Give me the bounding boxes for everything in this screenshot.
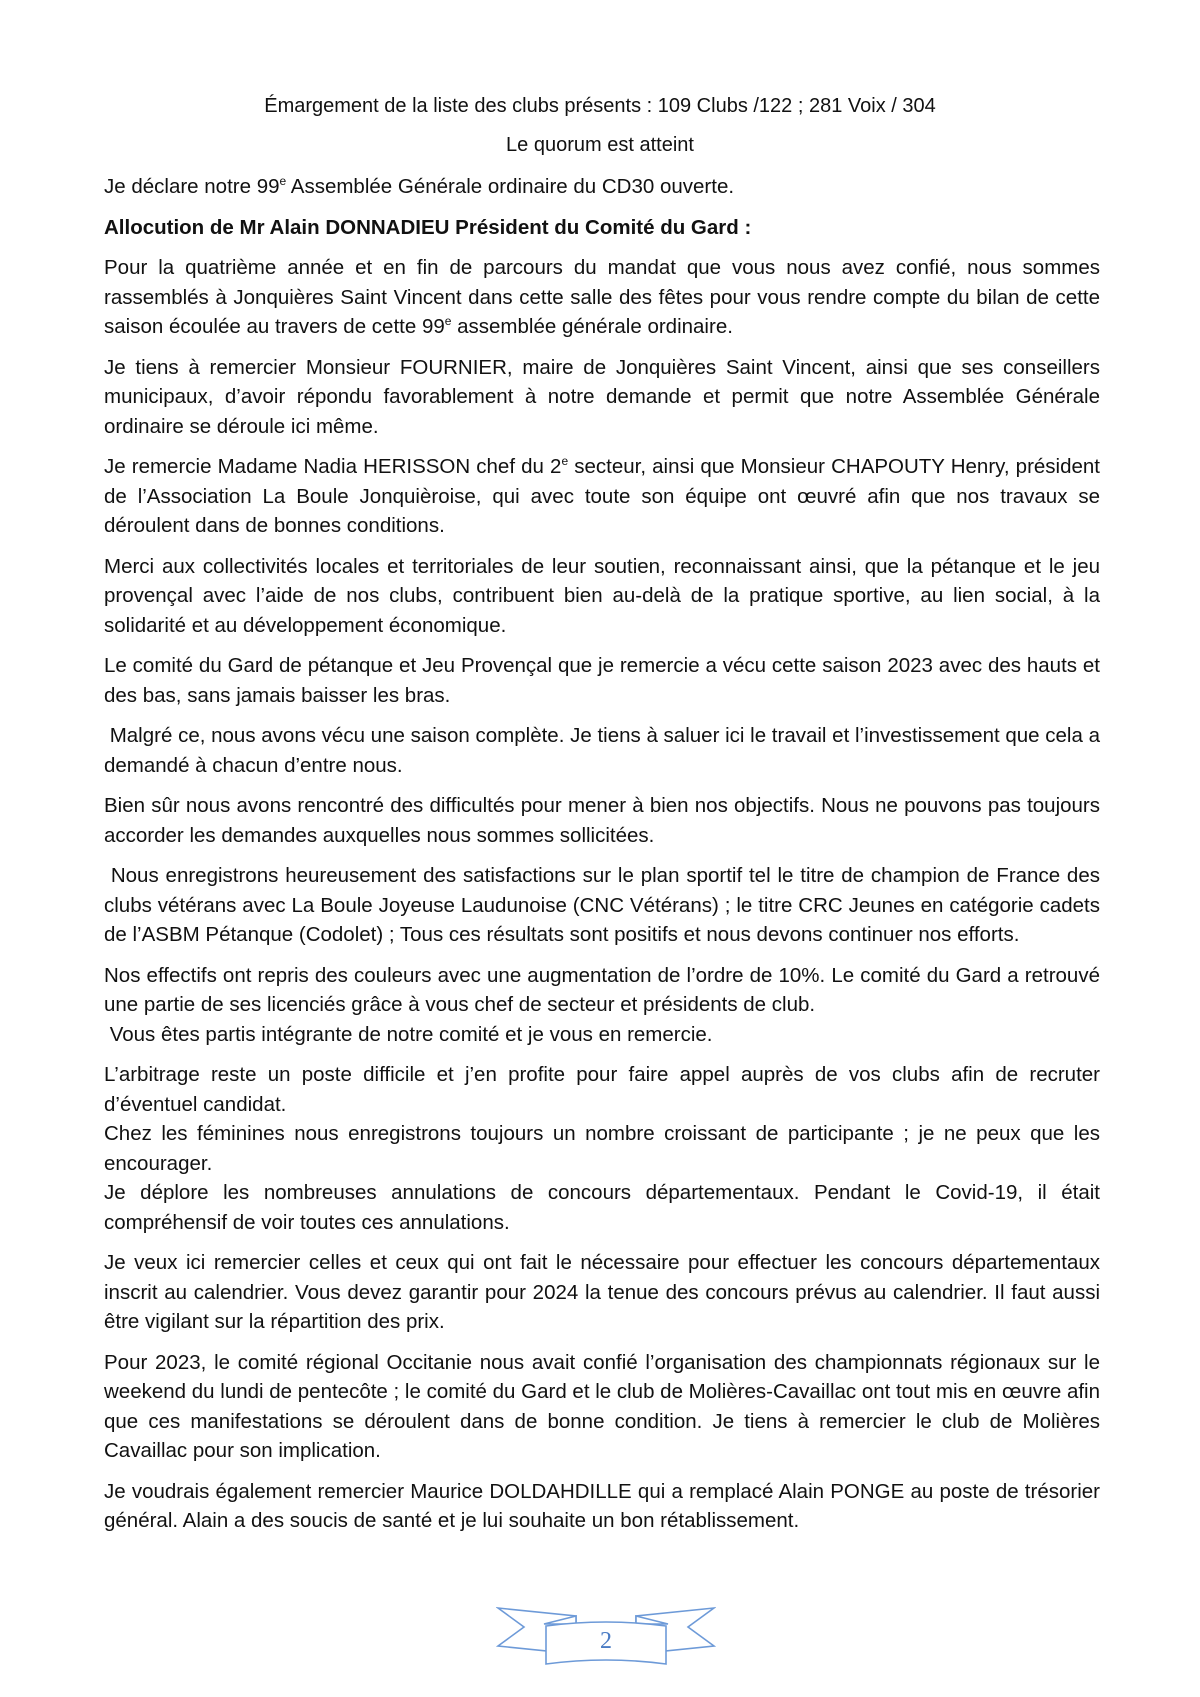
- document-body: [104, 172, 1106, 1547]
- paragraph: Nous enregistrons heureusement des satisfactions sur le plan sportif tel le titre de champion de France des clubs vétérans avec La Boule Joyeuse Laudunoise (CNC Vétérans) ; le titre CRC Jeunes en catégorie cadets de l’ASBM Pétanque (Codolet) ; Tous ces résultats sont positifs et nous devons continuer nos efforts.: [104, 864, 1106, 946]
- paragraph: Pour la quatrième année et en fin de parcours du mandat que vous nous avez confié, nous sommes rassemblés à Jonquières Saint Vincent dans cette salle des fêtes pour vous rendre compte du bilan de cette saison écoulée au travers de cette 99e assemblée générale ordinaire.: [104, 256, 1100, 338]
- paragraph: Malgré ce, nous avons vécu une saison complète. Je tiens à saluer ici le travail et l’investissement que cela a demandé à chacun d’entre nous.: [104, 724, 1106, 777]
- page-number: 2: [600, 1628, 612, 1654]
- paragraph: Nos effectifs ont repris des couleurs avec une augmentation de l’ordre de 10%. Le comité du Gard a retrouvé une partie de ses licenciés grâce à vous chef de secteur et présidents de club. Vous êtes partis intégrante de notre comité et je vous en remercie.: [104, 963, 1100, 1046]
- quorum-line: Le quorum est atteint: [506, 134, 694, 156]
- section-heading: Allocution de Mr Alain DONNADIEU Président du Comité du Gard :: [104, 215, 752, 239]
- paragraph: L’arbitrage reste un poste difficile et j’en profite pour faire appel auprès de vos clubs afin de recruter d’éventuel candidat. Chez les féminines nous enregistrons toujours un nombre croissant de participante ; je ne peux que les encourager. Je déplore les nombreuses annulations de concours départementaux. Pendant le Covid-19, il était compréhensif de voir toutes ces annulations.: [104, 1063, 1100, 1234]
- paragraph: Je tiens à remercier Monsieur FOURNIER, maire de Jonquières Saint Vincent, ainsi que ses conseillers municipaux, d’avoir répondu favorablement à notre demande et permit que notre Assemblée Générale ordinaire se déroule ici même.: [104, 355, 1100, 438]
- paragraph: Pour 2023, le comité régional Occitanie nous avait confié l’organisation des championnats régionaux sur le weekend du lundi de pentecôte ; le comité du Gard et le club de Molières-Cavaillac ont tout mis en œuvre afin que ces manifestations se déroulent dans de bonne condition. Je tiens à remercier le club de Molières Cavaillac pour son implication.: [104, 1350, 1100, 1462]
- paragraph-opening: Je déclare notre 99e Assemblée Générale ordinaire du CD30 ouverte.: [104, 174, 735, 198]
- paragraph: Je remercie Madame Nadia HERISSON chef du 2e secteur, ainsi que Monsieur CHAPOUTY Henry, président de l’Association La Boule Jonquièroise, qui avec toute son équipe ont œuvré afin que nos travaux se déroulent dans de bonnes conditions.: [104, 454, 1101, 537]
- paragraph: Je veux ici remercier celles et ceux qui ont fait le nécessaire pour effectuer les concours départementaux inscrit au calendrier. Vous devez garantir pour 2024 la tenue des concours prévus au calendrier. Il faut aussi être vigilant sur la répartition des prix.: [104, 1251, 1100, 1333]
- paragraph: Merci aux collectivités locales et territoriales de leur soutien, reconnaissant ainsi, que la pétanque et le jeu provençal avec l’aide de nos clubs, contribuent bien au-delà de la pratique sportive, au lien social, à la solidarité et au développement économique.: [104, 554, 1100, 637]
- paragraph: Je voudrais également remercier Maurice DOLDAHDILLE qui a remplacé Alain PONGE au poste de trésorier général. Alain a des soucis de santé et je lui souhaite un bon rétablissement.: [104, 1479, 1100, 1532]
- paragraph: Bien sûr nous avons rencontré des difficultés pour mener à bien nos objectifs. Nous ne pouvons pas toujours accorder les demandes auxquelles nous sommes sollicitées.: [104, 794, 1100, 847]
- page-number-ribbon: [496, 1602, 716, 1682]
- attendance-line: Émargement de la liste des clubs présents : 109 Clubs /122 ; 281 Voix / 304: [264, 95, 936, 117]
- paragraph: Le comité du Gard de pétanque et Jeu Provençal que je remercie a vécu cette saison 2023 avec des hauts et des bas, sans jamais baisser les bras.: [104, 654, 1100, 707]
